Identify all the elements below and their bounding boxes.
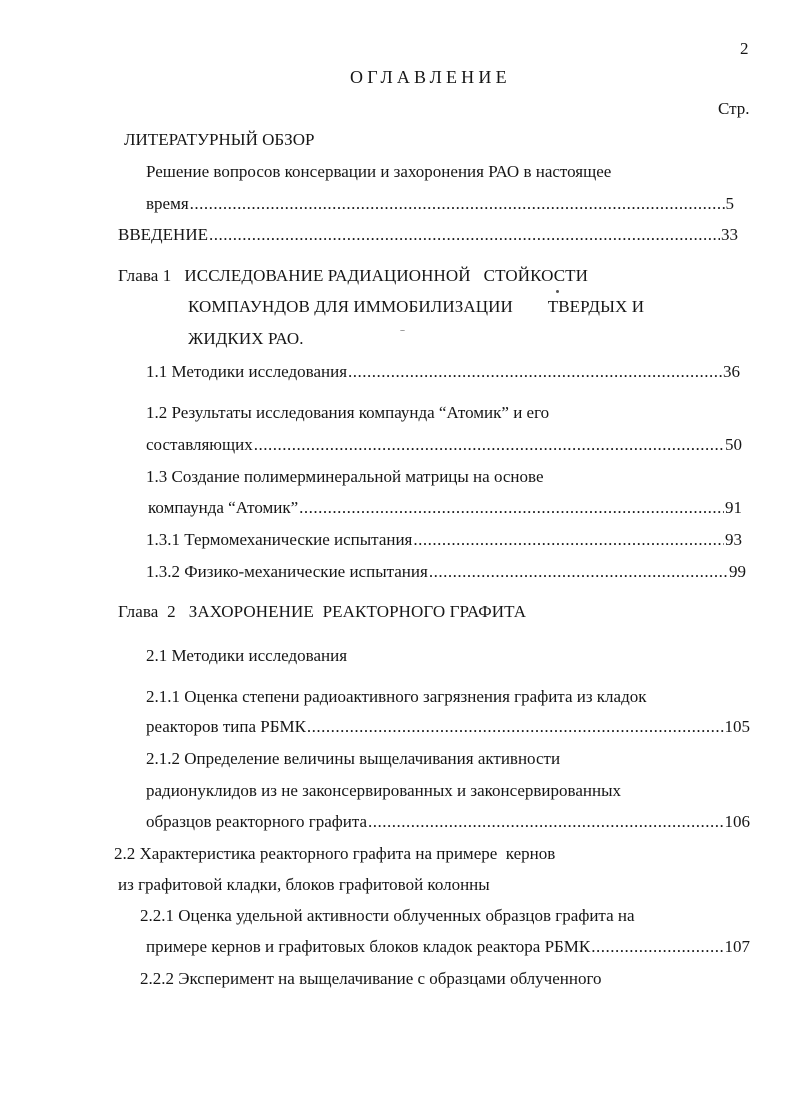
- toc-text: 2.1.2 Определение величины выщелачивания активности: [146, 749, 561, 768]
- toc-entry: [146, 716, 750, 738]
- toc-entry-page: 99: [729, 562, 746, 581]
- toc-text: из графитовой кладки, блоков графитовой колонны: [118, 875, 490, 894]
- page-column-header: Стр.: [718, 99, 750, 118]
- page-number: 2: [740, 39, 749, 58]
- toc-leader-dots: [368, 811, 723, 833]
- toc-leader-dots: [307, 716, 724, 738]
- toc-entry-label: образцов реакторного графита: [146, 812, 368, 831]
- toc-leader-dots: [190, 193, 725, 215]
- toc-text: 1.3 Создание полимерминеральной матрицы на основе: [146, 467, 544, 486]
- toc-entry-label: 1.1 Методики исследования: [146, 362, 348, 381]
- toc-chapter-heading: ЖИДКИХ РАО.: [188, 329, 304, 348]
- toc-leader-dots: [299, 497, 724, 519]
- toc-chapter-heading: Глава 1 ИССЛЕДОВАНИЕ РАДИАЦИОННОЙ СТОЙКОСТИ: [118, 266, 589, 285]
- toc-entry: [146, 529, 742, 551]
- toc-leader-dots: [413, 529, 724, 551]
- toc-entry: [146, 193, 734, 215]
- scan-speck: [556, 290, 559, 293]
- scan-speck: [400, 330, 405, 331]
- toc-entry-label: примере кернов и графитовых блоков кладок реактора РБМК: [146, 937, 591, 956]
- toc-entry-page: 33: [721, 225, 738, 244]
- toc-entry-label: ВВЕДЕНИЕ: [118, 225, 208, 244]
- toc-entry: [118, 224, 738, 246]
- toc-text: 2.2.2 Эксперимент на выщелачивание с образцами облученного: [140, 969, 602, 988]
- toc-text: Решение вопросов консервации и захоронения РАО в настоящее: [146, 162, 612, 181]
- toc-leader-dots: [429, 561, 728, 583]
- toc-entry-label: составляющих: [146, 435, 253, 454]
- toc-entry: [146, 561, 746, 583]
- toc-entry-page: 106: [724, 812, 750, 831]
- toc-text: 2.2 Характеристика реакторного графита на примере кернов: [114, 844, 556, 863]
- toc-text: 2.2.1 Оценка удельной активности облученных образцов графита на: [140, 906, 635, 925]
- toc-entry-label: время: [146, 194, 189, 213]
- toc-entry-page: 50: [725, 435, 742, 454]
- toc-entry-label: 1.3.1 Термомеханические испытания: [146, 530, 413, 549]
- toc-text: радионуклидов из не законсервированных и законсервированных: [146, 781, 621, 800]
- toc-leader-dots: [348, 361, 722, 383]
- toc-entry: [146, 811, 750, 833]
- toc-text: 2.1.1 Оценка степени радиоактивного загрязнения графита из кладок: [146, 687, 647, 706]
- toc-chapter-heading: КОМПАУНДОВ ДЛЯ ИММОБИЛИЗАЦИИ ТВЕРДЫХ И: [188, 297, 645, 316]
- toc-entry: [146, 936, 750, 958]
- toc-entry-page: 36: [723, 362, 740, 381]
- toc-entry-label: компаунда “Атомик”: [148, 498, 299, 517]
- toc-entry-page: 105: [724, 717, 750, 736]
- toc-entry-page: 5: [725, 194, 734, 213]
- toc-text: 1.2 Результаты исследования компаунда “Атомик” и его: [146, 403, 550, 422]
- toc-leader-dots: [209, 224, 720, 246]
- toc-text: 2.1 Методики исследования: [146, 646, 348, 665]
- toc-entry: [148, 497, 742, 519]
- toc-entry-label: реакторов типа РБМК: [146, 717, 306, 736]
- toc-leader-dots: [591, 936, 723, 958]
- toc-heading-literature: ЛИТЕРАТУРНЫЙ ОБЗОР: [124, 130, 315, 149]
- toc-entry: [146, 361, 740, 383]
- page-title: ОГЛАВЛЕНИЕ: [350, 67, 511, 87]
- toc-entry-page: 93: [725, 530, 742, 549]
- toc-chapter-heading: Глава 2 ЗАХОРОНЕНИЕ РЕАКТОРНОГО ГРАФИТА: [118, 602, 527, 621]
- toc-entry-label: 1.3.2 Физико-механические испытания: [146, 562, 428, 581]
- toc-leader-dots: [254, 434, 724, 456]
- toc-entry-page: 107: [724, 937, 750, 956]
- toc-entry-page: 91: [725, 498, 742, 517]
- toc-entry: [146, 434, 742, 456]
